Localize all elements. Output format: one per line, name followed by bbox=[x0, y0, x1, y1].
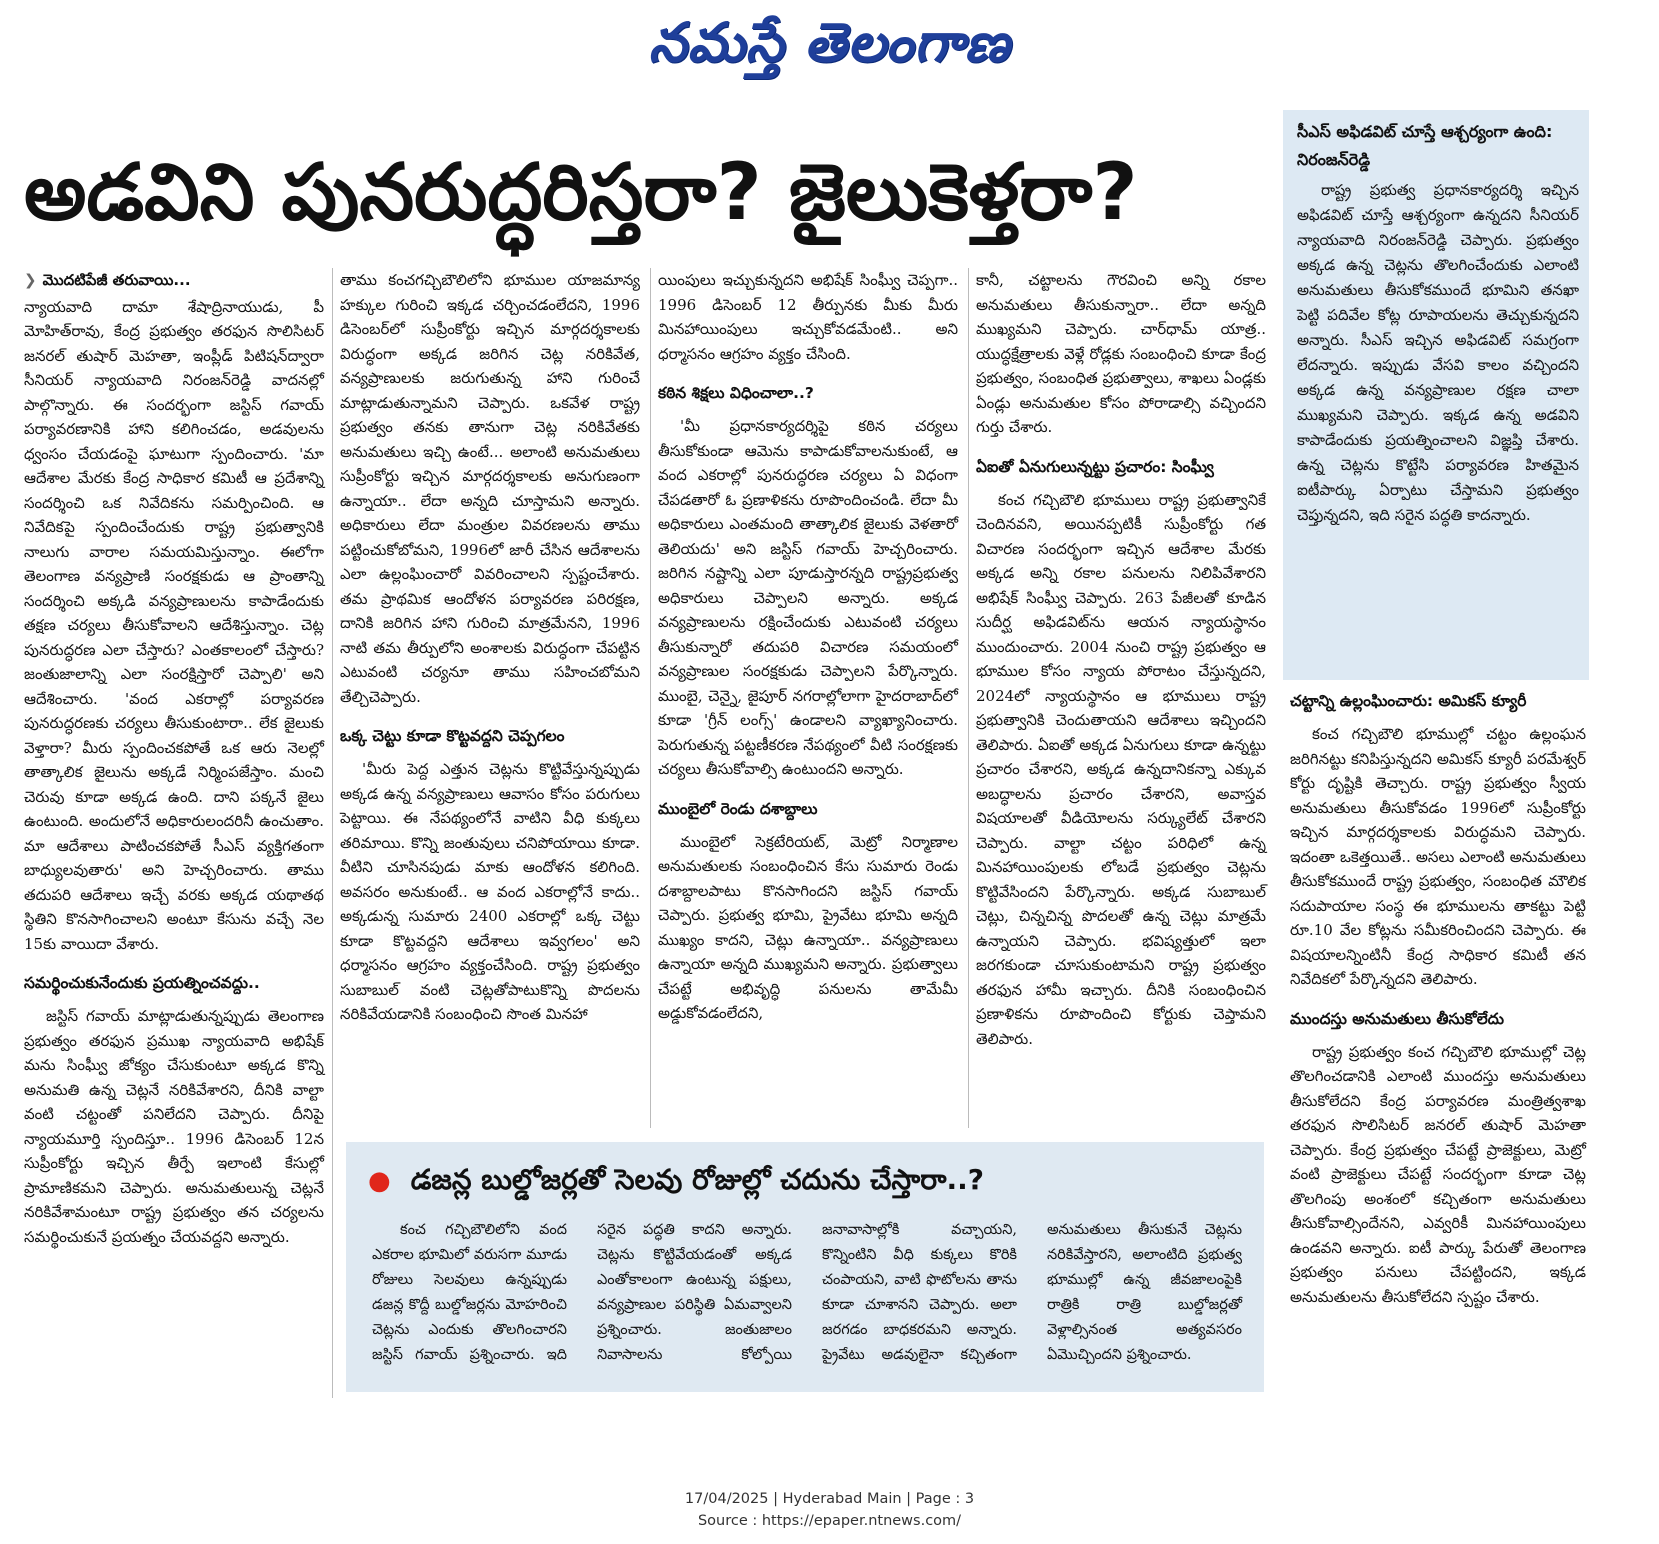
info-box-title bbox=[368, 1160, 1248, 1201]
subheading: సమర్థించుకునేందుకు ప్రయత్నించవద్దు.. bbox=[24, 974, 260, 992]
article-column-2 bbox=[340, 268, 640, 1029]
paragraph: న్యాయవాది దామా శేషాద్రినాయుడు, పీ మోహిత్‌రావు, కేంద్ర ప్రభుత్వం తరఫున సొలిసిటర్ జనరల్ తుషార్ మెహతా, ఇంప్లీడ్ పిటిషన్‌ద్వారా సీనియర్ న్యాయవాది నిరంజన్‌రెడ్డి వాదనల్లో పాల్గొన్నారు. ఈ సందర్భంగా జస్టిస్ గవాయ్ పర్యావరణానికి హాని కలిగించడం, అడవులను ధ్వంసం చేయడంపై ఘాటుగా స్పందించారు. 'మా ఆదేశాల మేరకు కేంద్ర సాధికార కమిటీ ఆ ప్రదేశాన్ని సందర్శించి ఒక నివేదికను సమర్పించింది. ఆ నివేదికపై స్పందించేందుకు రాష్ట్ర ప్రభుత్వానికి నాలుగు వారాల సమయమిస్తున్నాం. ఈలోగా తెలంగాణ వన్యప్రాణి సంరక్షకుడు ఆ ప్రాంతాన్ని సందర్శించి అక్కడి వన్యప్రాణులను కాపాడేందుకు తక్షణ చర్యలు తీసుకోవాలని ఆదేశిస్తున్నాం. చెట్ల పునరుద్ధరణ ఎలా చేస్తారు? ఎంతకాలంలో చేస్తారు? జంతుజాలాన్ని ఎలా సంరక్షిస్తారో చెప్పాలి' అని ఆదేశించారు. 'వంద ఎకరాల్లో పర్యావరణ పునరుద్ధరణకు చర్యలు తీసుకుంటారా.. లేక జైలుకు వెళ్తారా? మీరు స్పందించకపోతే ఒక ఆరు నెలల్లో తాత్కాలిక జైలును అక్కడే నిర్మింపజేస్తాం. మంచి చెరువు కూడా అక్కడ ఉంది. దాని పక్కనే జైలు ఉంటుంది. అందులోనే అధికారులందరినీ ఉంచుతాం. మా ఆదేశాలు పాటించకపోతే సీఎస్ వ్యక్తిగతంగా బాధ్యులవుతారు' అని హెచ్చరించారు. తాము తదుపరి ఆదేశాలు ఇచ్చే వరకు అక్కడ యథాతథ స్థితిని కొనసాగించాలని అంటూ కేసును వచ్చే నెల 15కు వాయిదా వేశారు. bbox=[24, 297, 324, 953]
subheading: చట్టాన్ని ఉల్లంఘించారు: అమికస్ క్యూరీ bbox=[1290, 692, 1527, 710]
paragraph: కంచ గచ్చిబౌలిలోని వంద ఎకరాల భూమిలో వరుసగా మూడు రోజులు సెలవులు ఉన్నప్పుడు డజన్ల కొద్దీ బుల్డోజర్లను మోహరించి చెట్లను ఎందుకు తొలగించారని జస్టిస్ గవాయ్ ప్రశ్నించారు. ఇది సరైన పద్ధతి కాదని అన్నారు. చెట్లను కొట్టివేయడంతో అక్కడ ఎంతోకాలంగా ఉంటున్న పక్షులు, వన్యప్రాణుల పరిస్థితి ఏమవ్వాలని ప్రశ్నించారు. జంతుజాలం నివాసాలను కోల్పోయి జనావాసాల్లోకి వచ్చాయని, కొన్నింటిని వీధి కుక్కలు కొరికి చంపాయని, వాటి ఫొటోలను తాను కూడా చూశానని చెప్పారు. అలా జరగడం బాధకరమని అన్నారు. ప్రైవేటు అడవులైనా కచ్చితంగా అనుమతులు తీసుకునే చెట్లను నరికివేస్తారని, అలాంటిది ప్రభుత్వ భూముల్లో ఉన్న జీవజాలంపైకి రాత్రికి రాత్రి బుల్డోజర్లతో వెళ్లాల్సినంత అత్యవసరం ఏమొచ్చిందని ప్రశ్నించారు. bbox=[372, 1222, 1242, 1363]
bulldozer-info-box bbox=[346, 1142, 1264, 1392]
continued-from-front-page bbox=[24, 268, 324, 293]
subheading: ముందస్తు అనుమతులు తీసుకోలేదు bbox=[1290, 1009, 1505, 1028]
sidebar-box-title: సీఎస్ అఫిడవిట్ చూస్తే ఆశ్చర్యంగా ఉంది: నిరంజన్‌రెడ్డి bbox=[1297, 122, 1553, 169]
footer-date-edition-page: 17/04/2025 | Hyderabad Main | Page : 3 bbox=[684, 1491, 975, 1507]
paragraph: యింపులు ఇచ్చుకున్నదని అభిషేక్ సింఘ్వీ చెప్పగా.. 1996 డిసెంబర్ 12 తీర్పునకు మీకు మీరు మినహాయింపులు ఇచ్చుకోవడమేంటి.. అని ధర్మాసనం ఆగ్రహం వ్యక్తం చేసింది. bbox=[658, 271, 958, 363]
subheading: ఒక్క చెట్టు కూడా కొట్టవద్దని చెప్పగలం bbox=[340, 727, 565, 745]
paragraph: ముంబైలో సెక్రటేరియట్, మెట్రో నిర్మాణాల అనుమతులకు సంబంధించిన కేసు సుమారు రెండు దశాబ్దాలపాటు కొనసాగిందని జస్టిస్ గవాయ్ చెప్పారు. ప్రభుత్వ భూమి, ప్రైవేటు భూమి అన్నది ముఖ్యం కాదని, చెట్లు ఉన్నాయా.. వన్యప్రాణులు ఉన్నాయా అన్నది ముఖ్యమని అన్నారు. ప్రభుత్వాలు చేపట్టే అభివృద్ధి పనులను తామేమీ అడ్డుకోవడంలేదని, bbox=[658, 832, 958, 1022]
info-box-title-text: డజన్ల బుల్డోజర్లతో సెలవు రోజుల్లో చదును చేస్తారా..? bbox=[410, 1163, 985, 1196]
subheading: ఏఐతో ఏనుగులున్నట్టు ప్రచారం: సింఘ్వీ bbox=[976, 457, 1214, 476]
newspaper-logo: నమస్తే తెలంగాణ bbox=[648, 11, 1011, 74]
paragraph: కానీ, చట్టాలను గౌరవించి అన్ని రకాల అనుమతులు తీసుకున్నారా.. లేదా అన్నది ముఖ్యమని చెప్పారు. చార్‌ధామ్ యాత్ర.. యుద్ధక్షేత్రాలకు వెళ్లే రోడ్లకు సంబంధించి కూడా కేంద్ర ప్రభుత్వం, సంబంధిత ప్రభుత్వాలు, శాఖలు ఏండ్లకు ఏండ్లు అనుమతుల కోసం పోరాడాల్సి వచ్చిందని గుర్తు చేశారు. bbox=[976, 271, 1266, 436]
bullet-dot-icon: ● bbox=[368, 1166, 391, 1196]
column-divider bbox=[650, 268, 651, 1128]
paragraph: కంచ గచ్చిబౌలి భూములు రాష్ట్ర ప్రభుత్వానికే చెందినవని, అయినప్పటికీ సుప్రీంకోర్టు గత విచారణ సందర్భంగా ఇచ్చిన ఆదేశాల మేరకు అక్కడ అన్ని రకాల పనులను నిలిపివేశారని అభిషేక్ సింఘ్వీ చెప్పారు. 263 పేజీలతో కూడిన సుదీర్ఘ అఫిడవిట్‌ను ఆయన న్యాయస్థానం ముందుంచారు. 2004 నుంచి రాష్ట్ర ప్రభుత్వం ఆ భూముల కోసం న్యాయ పోరాటం చేస్తున్నదని, 2024లో న్యాయస్థానం ఆ భూములు రాష్ట్ర ప్రభుత్వానికి చెందుతాయని ఆదేశాలు ఇచ్చిందని తెలిపారు. ఏఐతో అక్కడ ఏనుగులు కూడా ఉన్నట్టు ప్రచారం చేశారని, అక్కడ ఉన్నదానికన్నా ఎక్కువ అబద్ధాలను ప్రచారం చేశారని, అవాస్తవ విషయాలతో వీడియోలను సర్క్యులేట్ చేశారని చెప్పారు. వాల్టా చట్టం పరిధిలో ఉన్న మినహాయింపులకు లోబడే ప్రభుత్వం చెట్లను కొట్టివేసిందని పేర్కొన్నారు. అక్కడ సుబాబుల్ చెట్లు, చిన్నచిన్న పొదలతో ఉన్న చెట్లు మాత్రమే ఉన్నాయని చెప్పారు. భవిష్యత్తులో ఇలా జరగకుండా చూసుకుంటామని రాష్ట్ర ప్రభుత్వం తరఫున హామీ ఇచ్చారు. దీనికి సంబంధించిన ప్రణాళికను రూపొందించి కోర్టుకు చెప్తామని తెలిపారు. bbox=[976, 490, 1266, 1048]
sidebar-box-body: రాష్ట్ర ప్రభుత్వ ప్రధానకార్యదర్శి ఇచ్చిన అఫిడవిట్ చూస్తే ఆశ్చర్యంగా ఉన్నదని సీనియర్ న్యాయవాది నిరంజన్‌రెడ్డి చెప్పారు. ప్రభుత్వం అక్కడ ఉన్న చెట్లను తొలగించేందుకు ఎలాంటి అనుమతులు తీసుకోకముందే భూమిని తనఖా పెట్టి పదివేల కోట్ల రూపాయలను తెచ్చుకున్నదని అన్నారు. సీఎస్ ఇచ్చిన అఫిడవిట్ సమగ్రంగా లేదన్నారు. ఇప్పుడు వేసవి కాలం వచ్చిందని అక్కడ ఉన్న వన్యప్రాణుల రక్షణ చాలా ముఖ్యమని చెప్పారు. ఇక్కడ ఉన్న అడవిని కాపాడేందుకు ప్రయత్నించాలని విజ్ఞప్తి చేశారు. ఉన్న చెట్లను కొట్టేసి పర్యావరణ హితమైన ఐటీపార్కు ఏర్పాటు చేస్తామని ప్రభుత్వం చెప్తున్నదని, ఇది సరైన పద్ధతి కాదన్నారు. bbox=[1297, 181, 1579, 524]
paragraph: 'మీరు పెద్ద ఎత్తున చెట్లను కొట్టివేస్తున్నప్పుడు అక్కడ ఉన్న వన్యప్రాణులు ఆవాసం కోసం పరుగులు పెట్టాయి. ఈ నేపథ్యంలోనే వాటిని వీధి కుక్కలు తరిమాయి. కొన్ని జంతువులు చనిపోయాయి కూడా. వీటిని చూసినపుడు మాకు ఆందోళన కలిగింది. అవసరం అనుకుంటే.. ఆ వంద ఎకరాల్లోనే కాదు.. అక్కడున్న సుమారు 2400 ఎకరాల్లో ఒక్క చెట్టు కూడా కొట్టవద్దని ఆదేశాలు ఇవ్వగలం' అని ధర్మాసనం ఆగ్రహం వ్యక్తంచేసింది. రాష్ట్ర ప్రభుత్వం సుబాబుల్ వంటి చెట్లతోపాటుకొన్ని పొదలను నరికివేయడానికి సంబంధించి సొంత మినహా bbox=[340, 760, 640, 1023]
article-column-3 bbox=[658, 268, 958, 1028]
info-box-body bbox=[372, 1218, 1242, 1368]
paragraph: 'మీ ప్రధానకార్యదర్శిపై కఠిన చర్యలు తీసుకోకుండా ఆమెను కాపాడుకోవాలనుకుంటే, ఆ వంద ఎకరాల్లో పునరుద్ధరణ చర్యలు ఏ విధంగా చేపడతారో ఓ ప్రణాళికను రూపొందించండి. లేదా మీ అధికారులు ఎంతమంది తాత్కాలిక జైలుకు వెళతారో తెలియదు' అని జస్టిస్ గవాయ్ హెచ్చరించారు. జరిగిన నష్టాన్ని ఎలా పూడుస్తారన్నది రాష్ట్రప్రభుత్వ అధికారులు చెప్పాలని అన్నారు. అక్కడ వన్యప్రాణులను రక్షించేందుకు ఎటువంటి చర్యలు తీసుకున్నారో తదుపరి విచారణ సమయంలో వన్యప్రాణుల సంరక్షకుడు చెప్పాలని పేర్కొన్నారు. ముంబై, చెన్నై, జైపూర్ నగరాల్లోలాగా హైదరాబాద్‌లో కూడా 'గ్రీన్ లంగ్స్' ఉండాలని వ్యాఖ్యానించారు. పెరుగుతున్న పట్టణీకరణ నేపథ్యంలో వీటి సంరక్షణకు చర్యలు తీసుకోవాల్సి ఉంటుందని అన్నారు. bbox=[658, 417, 958, 778]
sidebar-box-niranjan-reddy bbox=[1283, 110, 1589, 680]
column-divider bbox=[332, 268, 333, 1398]
paragraph: రాష్ట్ర ప్రభుత్వం కంచ గచ్చిబౌలి భూముల్లో చెట్ల తొలగించడానికి ఎలాంటి ముందస్తు అనుమతులు తీసుకోలేదని కేంద్ర పర్యావరణ మంత్రిత్వశాఖ తరఫున సొలిసిటర్ జనరల్ తుషార్ మెహతా చెప్పారు. కేంద్ర ప్రభుత్వం చేపట్టే ప్రాజెక్టులు, మెట్రో వంటి ప్రాజెక్టులు చేపట్టే సందర్భంగా కూడా చెట్ల తొలగింపు అంశంలో కచ్చితంగా అనుమతులు తీసుకోవాల్సిందేనని, ఎవ్వరికీ మినహాయింపులు ఉండవని అన్నారు. ఐటీ పార్కు పేరుతో తెలంగాణ ప్రభుత్వం పనులు చేపట్టిందని, ఇక్కడ అనుమతులను తీసుకోలేదని స్పష్టం చేశారు. bbox=[1290, 1042, 1586, 1306]
continued-label: మొదటిపేజీ తరువాయి... bbox=[42, 271, 191, 289]
article-column-5 bbox=[1290, 690, 1586, 1311]
paragraph: కంచ గచ్చిబౌలి భూముల్లో చట్టం ఉల్లంఘన జరిగినట్టు కనిపిస్తున్నదని అమికస్ క్యూరీ పరమేశ్వర్ కోర్టు దృష్టికి తెచ్చారు. రాష్ట్ర ప్రభుత్వం స్వీయ అనుమతులు తీసుకోవడం 1996లో సుప్రీంకోర్టు ఇచ్చిన మార్గదర్శకాలకు విరుద్ధమని చెప్పారు. ఇదంతా ఒకెత్తయితే.. అసలు ఎలాంటి అనుమతులు తీసుకోకముందే రాష్ట్ర ప్రభుత్వం, సంబంధిత మౌలిక సదుపాయాల సంస్థ ఈ భూములను తాకట్టు పెట్టి రూ.10 వేల కోట్లను సమీకరించిందని చెప్పారు. ఈ విషయాలన్నింటినీ కేంద్ర సాధికార కమిటీ తన నివేదికలో పేర్కొన్నదని తెలిపారు. bbox=[1290, 725, 1586, 988]
footer-source-link[interactable]: Source : https://epaper.ntnews.com/ bbox=[697, 1513, 962, 1529]
article-column-1 bbox=[24, 268, 324, 1251]
subheading: ముంబైలో రెండు దశాబ్దాలు bbox=[658, 799, 818, 818]
column-divider bbox=[968, 268, 969, 1128]
masthead bbox=[0, 0, 1659, 86]
subheading: కఠిన శిక్షలు విధించాలా..? bbox=[658, 384, 814, 402]
page-headline: అడవిని పునరుద్ధరిస్తరా? జైలుకెళ్తరా? bbox=[24, 148, 1138, 238]
paragraph: జస్టిస్ గవాయ్ మాట్లాడుతున్నప్పుడు తెలంగాణ ప్రభుత్వం తరఫున ప్రముఖ న్యాయవాది అభిషేక్ మను సింఘ్వీ జోక్యం చేసుకుంటూ అక్కడ కొన్ని అనుమతి ఉన్న చెట్లనే నరికివేశారని, దీనికి వాల్టా వంటి చట్టంతో పనిలేదని చెప్పారు. దీనిపై న్యాయమూర్తి స్పందిస్తూ.. 1996 డిసెంబర్ 12న సుప్రీంకోర్టు ఇచ్చిన తీర్పే ఇలాంటి కేసుల్లో ప్రామాణికమని చెప్పారు. అనుమతులున్న చెట్లనే నరికివేశామంటూ రాష్ట్ర ప్రభుత్వం తన చర్యలను సమర్థించుకునే ప్రయత్నం చేయవద్దని అన్నారు. bbox=[24, 1007, 324, 1246]
article-column-4 bbox=[976, 268, 1266, 1053]
page-footer bbox=[0, 1488, 1659, 1532]
paragraph: తాము కంచగచ్చిబౌలిలోని భూముల యాజమాన్య హక్కుల గురించి ఇక్కడ చర్చించడంలేదని, 1996 డిసెంబర్‌లో సుప్రీంకోర్టు ఇచ్చిన మార్గదర్శకాలకు విరుద్ధంగా అక్కడ జరిగిన చెట్ల నరికివేత, వన్యప్రాణులకు జరుగుతున్న హాని గురించే మాట్లాడుతున్నామని చెప్పారు. ఒకవేళ రాష్ట్ర ప్రభుత్వం తనకు తానుగా చెట్ల నరికివేతకు అనుమతులు ఇచ్చి ఉంటే... అలాంటి అనుమతులు సుప్రీంకోర్టు ఇచ్చిన మార్గదర్శకాలకు అనుగుణంగా ఉన్నాయా.. లేదా అన్నది చూస్తామని అన్నారు. అధికారులు లేదా మంత్రుల వివరణలను తాము పట్టించుకోబోమని, 1996లో జారీ చేసిన ఆదేశాలను ఎలా ఉల్లంఘించారో వివరించాలని స్పష్టంచేశారు. తమ ప్రాథమిక ఆందోళన పర్యావరణ పరిరక్షణ, దానికి జరిగిన హాని గురించి మాత్రమేనని, 1996 నాటి తమ తీర్పులోని అంశాలకు విరుద్ధంగా చేపట్టిన ఎటువంటి చర్యనూ తాము సహించబోమని తేల్చిచెప్పారు. bbox=[340, 271, 640, 706]
chevron-right-icon: ❯ bbox=[24, 271, 37, 289]
